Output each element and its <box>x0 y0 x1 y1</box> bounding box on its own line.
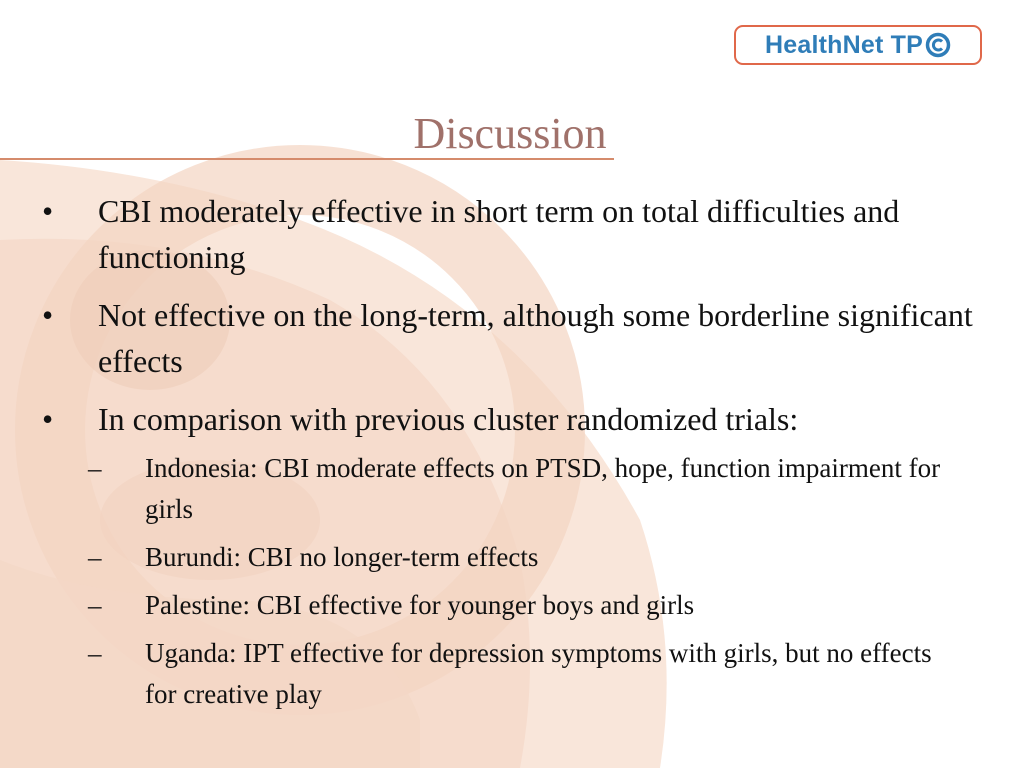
sub-bullet-marker: – <box>88 638 102 668</box>
sub-bullet-item <box>0 585 1024 626</box>
sub-bullet-marker: – <box>88 453 102 483</box>
healthnet-logo <box>734 25 982 65</box>
sub-bullet-marker: – <box>88 542 102 572</box>
bullet-marker: • <box>42 193 54 229</box>
slide-title: Discussion <box>413 109 607 158</box>
title-divider <box>0 158 614 160</box>
sub-bullet-text: Burundi: CBI no longer-term effects <box>145 542 539 572</box>
logo-text: HealthNet TP <box>765 30 923 59</box>
sub-bullet-item <box>0 633 1024 715</box>
bullet-text: In comparison with previous cluster randomized trials: <box>98 401 799 437</box>
bullet-text: Not effective on the long-term, although some borderline significant effects <box>98 297 973 379</box>
copyright-circle-icon <box>925 32 951 58</box>
sub-bullet-text: Palestine: CBI effective for younger boys and girls <box>145 590 695 620</box>
bullet-item <box>0 292 1024 384</box>
sub-bullet-text: Indonesia: CBI moderate effects on PTSD, hope, function impairment for girls <box>145 453 941 524</box>
bullet-marker: • <box>42 401 54 437</box>
sub-bullet-text: Uganda: IPT effective for depression symptoms with girls, but no effects for creative play <box>145 638 932 709</box>
sub-bullet-item <box>0 537 1024 578</box>
sub-bullet-item <box>0 448 1024 530</box>
sub-bullet-marker: – <box>88 590 102 620</box>
bullet-marker: • <box>42 297 54 333</box>
bullet-text: CBI moderately effective in short term on total difficulties and functioning <box>98 193 900 275</box>
bullet-item <box>0 188 1024 280</box>
bullet-item <box>0 396 1024 442</box>
slide-body <box>0 188 1024 722</box>
